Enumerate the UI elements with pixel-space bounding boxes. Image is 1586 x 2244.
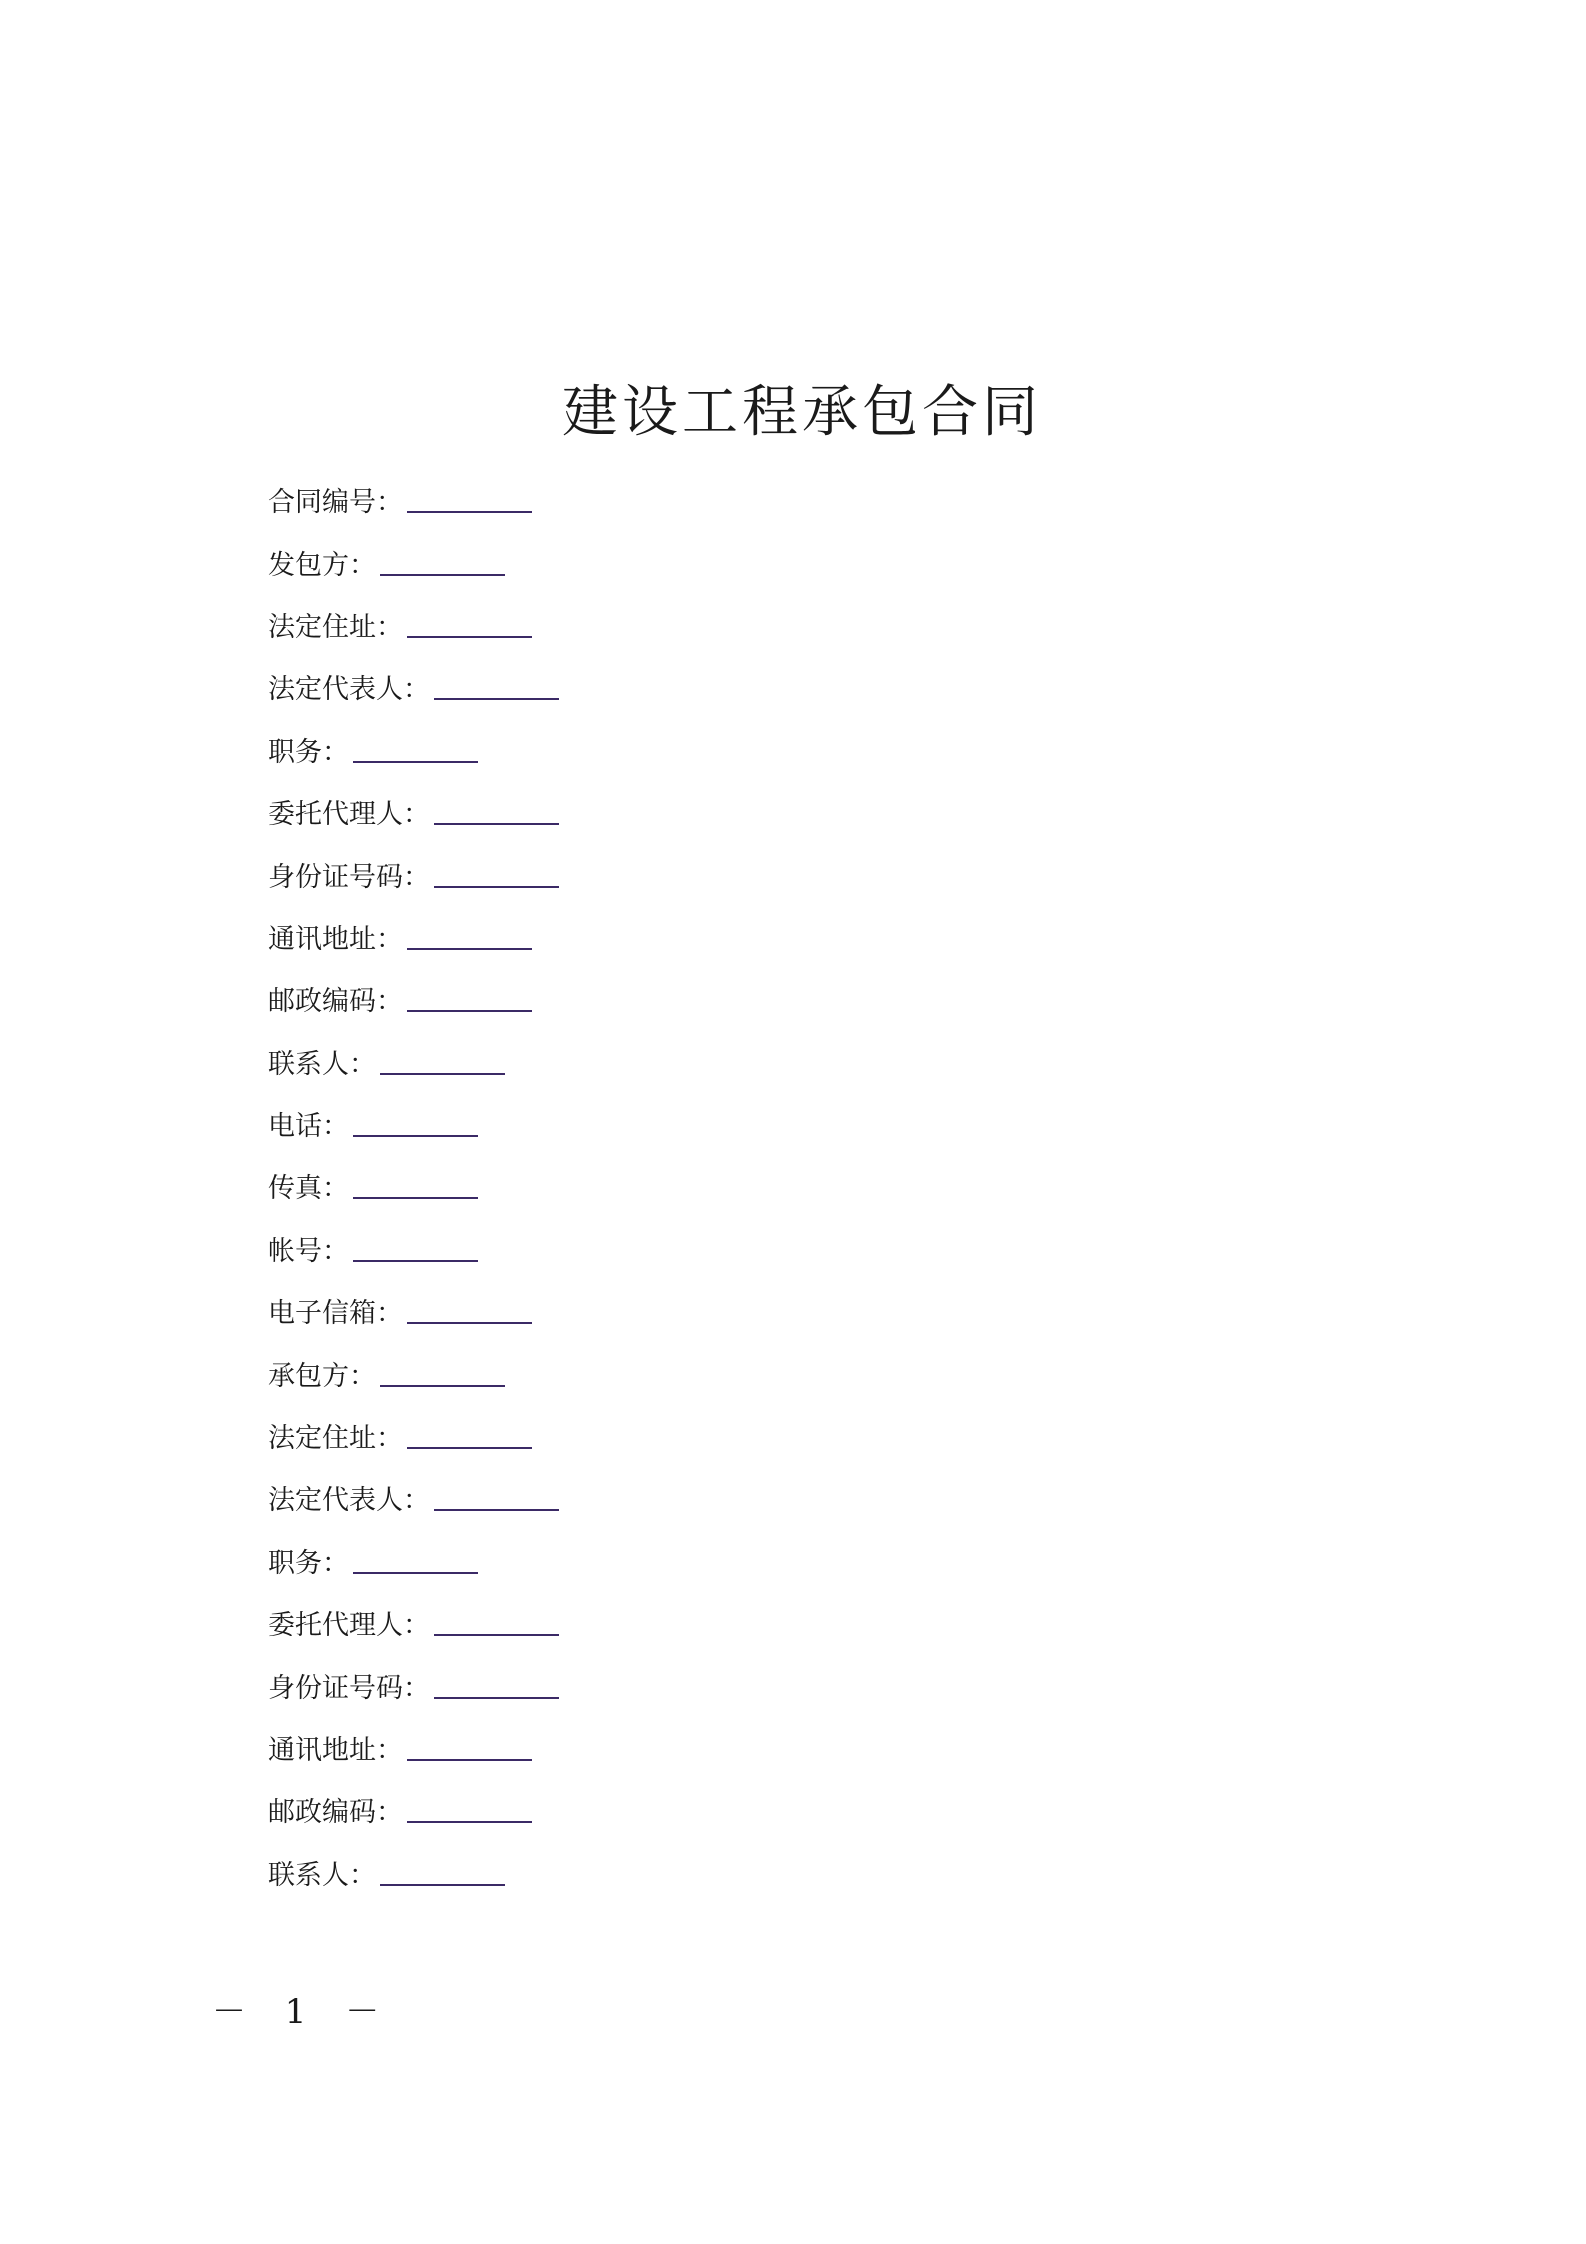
field-blank-line — [407, 1821, 532, 1823]
field-blank-line — [407, 511, 532, 513]
field-blank-line — [353, 1260, 478, 1262]
field-label: 邮政编码： — [268, 986, 403, 1018]
field-employer-postcode — [268, 971, 1168, 1033]
field-contract-number — [268, 472, 1168, 534]
field-employer-legal-rep — [268, 659, 1168, 721]
field-blank-line — [380, 574, 505, 576]
field-employer-mailing-address — [268, 909, 1168, 971]
field-blank-line — [434, 886, 559, 888]
field-label: 职务： — [268, 736, 349, 768]
field-employer-agent — [268, 784, 1168, 846]
field-blank-line — [407, 1447, 532, 1449]
field-blank-line — [407, 1759, 532, 1761]
field-label: 法定代表人： — [268, 674, 430, 706]
field-blank-line — [353, 761, 478, 763]
field-label: 传真： — [268, 1173, 349, 1205]
contract-fields — [268, 472, 1168, 1907]
field-blank-line — [434, 698, 559, 700]
field-contractor-id-number — [268, 1657, 1168, 1719]
field-label: 合同编号： — [268, 487, 403, 519]
field-blank-line — [380, 1884, 505, 1886]
field-label: 联系人： — [268, 1048, 376, 1080]
field-blank-line — [353, 1197, 478, 1199]
field-contractor-postcode — [268, 1782, 1168, 1844]
field-blank-line — [353, 1572, 478, 1574]
field-employer-phone — [268, 1096, 1168, 1158]
field-blank-line — [407, 1010, 532, 1012]
field-label: 电子信箱： — [268, 1298, 403, 1330]
field-label: 身份证号码： — [268, 1672, 430, 1704]
field-label: 邮政编码： — [268, 1797, 403, 1829]
field-employer-position — [268, 722, 1168, 784]
field-label: 帐号： — [268, 1235, 349, 1267]
field-blank-line — [353, 1135, 478, 1137]
field-employer-address — [268, 597, 1168, 659]
field-blank-line — [434, 823, 559, 825]
page-number: － 1 － — [212, 1992, 394, 2032]
field-label: 发包方： — [268, 549, 376, 581]
field-label: 法定住址： — [268, 611, 403, 643]
field-blank-line — [434, 1697, 559, 1699]
field-blank-line — [407, 636, 532, 638]
field-label: 法定代表人： — [268, 1485, 430, 1517]
field-employer-account — [268, 1221, 1168, 1283]
field-label: 法定住址： — [268, 1423, 403, 1455]
field-label: 电话： — [268, 1111, 349, 1143]
field-employer-contact — [268, 1034, 1168, 1096]
field-blank-line — [380, 1073, 505, 1075]
field-employer-fax — [268, 1158, 1168, 1220]
field-label: 身份证号码： — [268, 861, 430, 893]
field-contractor-legal-rep — [268, 1470, 1168, 1532]
field-contractor — [268, 1345, 1168, 1407]
field-employer-email — [268, 1283, 1168, 1345]
field-label: 委托代理人： — [268, 799, 430, 831]
field-employer-id-number — [268, 846, 1168, 908]
field-label: 联系人： — [268, 1859, 376, 1891]
field-blank-line — [434, 1634, 559, 1636]
field-blank-line — [434, 1509, 559, 1511]
field-label: 通讯地址： — [268, 923, 403, 955]
field-contractor-contact — [268, 1845, 1168, 1907]
field-contractor-address — [268, 1408, 1168, 1470]
field-label: 通讯地址： — [268, 1735, 403, 1766]
field-blank-line — [407, 948, 532, 950]
field-employer — [268, 534, 1168, 596]
field-label: 委托代理人： — [268, 1610, 430, 1642]
field-blank-line — [407, 1322, 532, 1324]
field-label: 承包方： — [268, 1360, 376, 1392]
field-label: 职务： — [268, 1547, 349, 1579]
field-contractor-mailing-address — [268, 1720, 1168, 1782]
field-contractor-agent — [268, 1595, 1168, 1657]
field-contractor-position — [268, 1533, 1168, 1595]
contract-title: 建设工程承包合同 — [562, 379, 1042, 445]
field-blank-line — [380, 1385, 505, 1387]
